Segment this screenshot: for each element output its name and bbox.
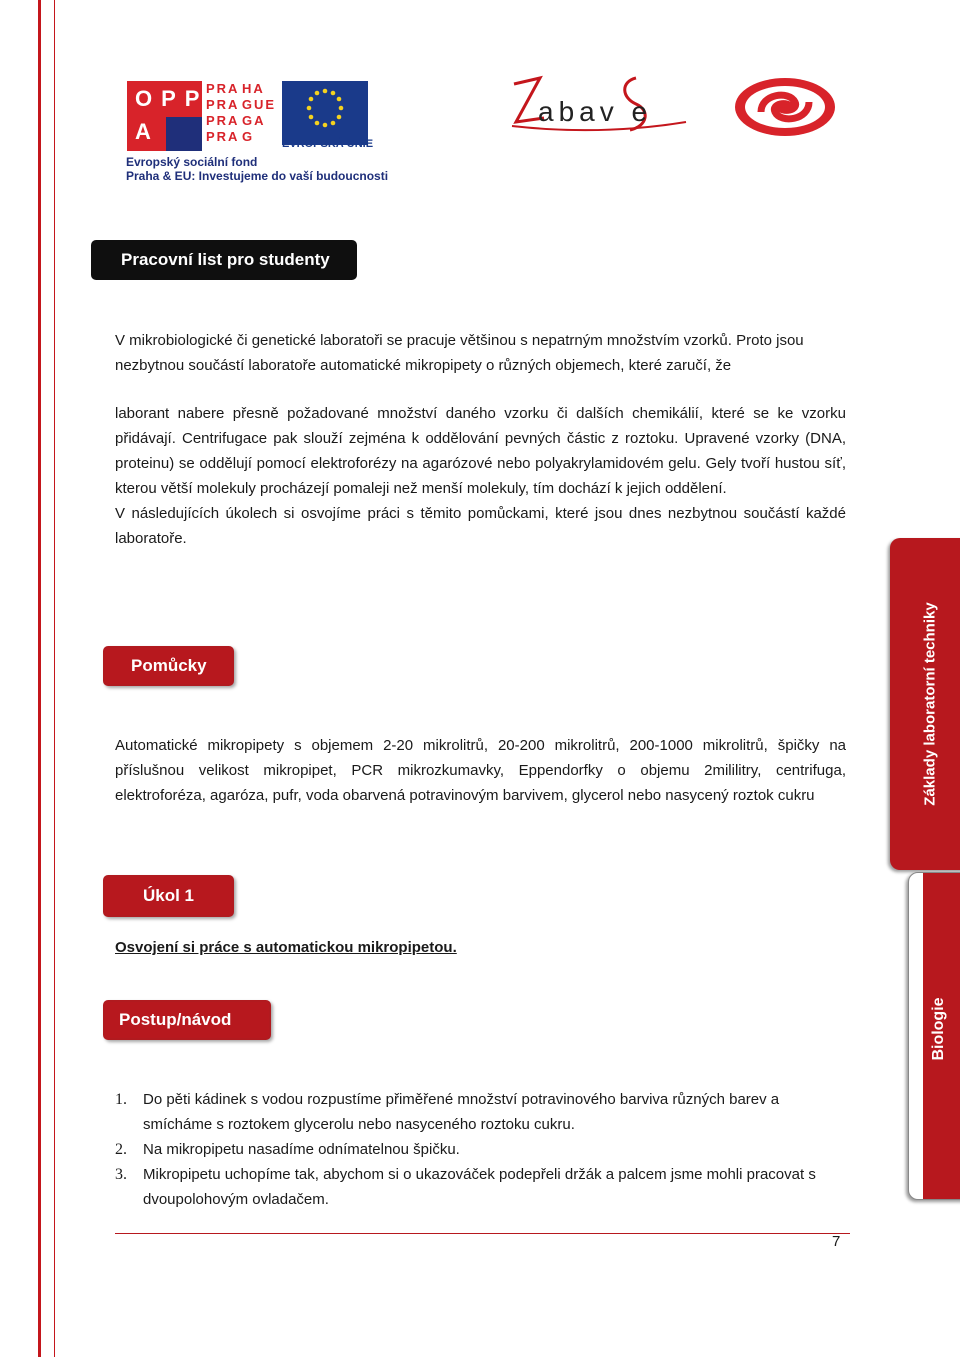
worksheet-header: Pracovní list pro studenty [91,240,357,280]
task-title: Osvojení si práce s automatickou mikropipetou. [115,939,457,956]
intro-paragraph: laborant nabere přesně požadované množství daného vzorku či dalších chemikálií, které se ke vzorku přidávají. Centrifugace pak slouží zejména k oddělování pevných částic z roztoku. Upravené vzorky (DNA, proteinu) se oddělují pomocí elektroforézy na agarózové nebo polyakrylamidovém gelu. Gely tvoří hustou síť, kterou větší molekuly procházejí pomaleji než menší molekuly, tím dochází k jejich oddělení. [115,405,846,497]
praha-cell: PRA [206,97,240,112]
side-tab-laboratory[interactable] [890,538,960,870]
praha-cell: GUE [241,97,276,112]
esf-slogan: Praha & EU: Investujeme do vaší budoucnosti [126,169,389,183]
side-tab-label: Biologie [930,997,947,1062]
praha-cell: PRA [206,81,240,96]
intro-paragraph: V následujících úkolech si osvojíme práci s těmito pomůckami, které jsou dnes nezbytnou součástí každé laboratoře. [115,505,846,547]
esf-caption: Evropský sociální fond [126,155,258,169]
side-tab-biology[interactable] [908,872,960,1200]
step-number: 2. [115,1141,127,1158]
step-number: 3. [115,1166,127,1183]
step-text: Mikropipetu uchopíme tak, abychom si o ukazováček podepřeli držák a palcem jsme mohli pracovat s dvoupolohovým ovladačem. [143,1166,816,1208]
step-number: 1. [115,1091,127,1108]
praha-row [206,113,276,129]
step-text: Na mikropipetu nasadíme odnímatelnou špičku. [143,1141,460,1158]
section-label-ukol: Úkol 1 [103,875,234,917]
opp-logo [127,81,209,151]
opp-logo-text: OPP [135,86,209,111]
opp-logo-block [166,117,202,151]
list-item [115,1087,846,1137]
eu-flag-icon [282,81,368,145]
side-tab-label: Základy laboratorní techniky [921,602,939,806]
praha-cell: G [242,129,255,144]
list-item [115,1162,846,1212]
zabavse-text: abav e [538,96,653,127]
pomucky-text: Automatické mikropipety s objemem 2-20 mikrolitrů, 20-200 mikrolitrů, 200-1000 mikrolitrů, špičky na příslušnou velikost mikropipet, PCR mikrozkumavky, Eppendorfky o objemu 2mililitry, centrifuga, elektroforéza, agaróza, pufr, voda obarvená potravinovým barvivem, glycerol nebo nasycený roztok cukru [115,737,846,804]
steps-list [115,1087,846,1212]
section-label-postup: Postup/návod [103,1000,271,1040]
praha-cell: GA [242,113,266,128]
frame-line-outer [38,0,41,1357]
partner-logo-icon [733,76,837,138]
footer-rule [115,1233,850,1234]
praha-row [206,81,276,97]
page-number: 7 [832,1233,841,1250]
intro-body [115,401,846,551]
intro-paragraph: V mikrobiologické či genetické laboratoři se pracuje většinou s nepatrným množstvím vzorků. Proto jsou nezbytnou součástí laboratoře automatické mikropipety o různých objemech, které zaručí, že [115,332,804,374]
praha-logo [206,81,276,151]
step-text: Do pěti kádinek s vodou rozpustíme přiměřené množství potravinového barviva různých barev a smícháme s roztokem glycerolu nebo nasyceného roztoku cukru. [143,1091,780,1133]
praha-cell: PRA [206,113,240,128]
list-item [115,1137,846,1162]
section-label-pomucky: Pomůcky [103,646,234,686]
eu-label: EVROPSKÁ UNIE [282,138,374,150]
praha-row [206,97,276,113]
praha-row [206,129,276,145]
zabavse-logo [510,74,690,134]
opp-logo-letter: A [135,119,151,144]
praha-cell: HA [242,81,265,96]
frame-line-inner [54,0,55,1357]
praha-cell: PRA [206,129,240,144]
